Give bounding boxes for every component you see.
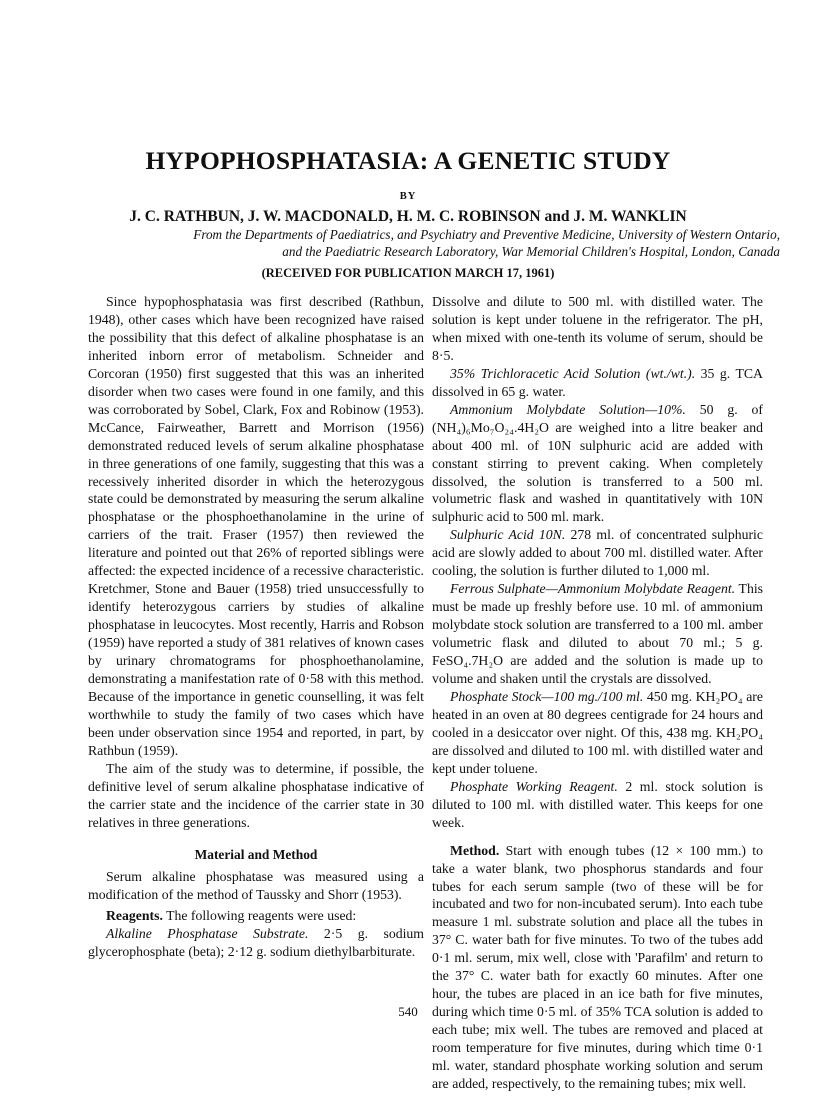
- method-paragraph: [432, 842, 763, 1093]
- working-paragraph: [432, 778, 763, 832]
- byline-label: BY: [399, 191, 417, 202]
- reagents-paragraph: [88, 907, 424, 925]
- substrate-label: Alkaline Phosphatase Substrate.: [106, 926, 309, 942]
- tca-text: 35 g. TCA dissolved in 65 g. water.: [432, 365, 763, 399]
- page-number: 540: [398, 1004, 418, 1019]
- molybdate-label: Ammonium Molybdate Solution—10%.: [450, 401, 686, 417]
- reagents-text: The following reagents were used:: [162, 908, 357, 924]
- right-column: [432, 293, 763, 1093]
- ferrous-label: Ferrous Sulphate—Ammonium Molybdate Reagent.: [450, 581, 736, 597]
- working-text: 2 ml. stock solution is diluted to 100 ml. with distilled water. This keeps for one week.: [432, 778, 763, 830]
- section-heading-material-method: Material and Method: [194, 846, 318, 862]
- ferrous-paragraph: [432, 580, 763, 688]
- stock-text: 450 mg. KH₂PO₄ are heated in an oven at 80 degrees centigrade for 24 hours and cooled in a desiccator over night. Of this, 438 mg. KH₂PO₄ are dissolved and diluted to 100 ml. with distilled water and kept under toluene.: [432, 688, 763, 776]
- tca-paragraph: [432, 365, 763, 401]
- serum-method-paragraph: Serum alkaline phosphatase was measured using a modification of the method of Taussky and Shorr (1953).: [88, 868, 424, 902]
- molybdate-text: 50 g. of (NH₄)₆Mo₇O₂₄.4H₂O are weighed into a litre beaker and about 400 ml. of 10N sulphuric acid are added with constant stirring to prevent caking. When completely dissolved, the solution is transferred to a 500 ml. volumetric flask and washed in quantitatively with 10N sulphuric acid to 500 ml. mark.: [432, 401, 763, 525]
- substrate-text: 2·5 g. sodium glycerophosphate (beta); 2·12 g. sodium diethylbarbiturate.: [88, 926, 424, 960]
- method-text: Start with enough tubes (12 × 100 mm.) to take a water blank, two phosphorus standards and four tubes for each serum sample (two of these will be for incubated and two for non-incubated serum). Into each tube measure 1 ml. substrate solution and place all the tubes in 37° C. water bath for five minutes. To two of the tubes add 0·1 ml. serum, mix well, close with 'Parafilm' and return to the 37° C. water bath for exactly 60 minutes. After one hour, the tubes are placed in an ice bath for five minutes, during which time 0·5 ml. of 35% TCA solution is added to each tube; mix well. The tubes are removed and placed at room temperature for five minutes, during which time 0·1 ml. water, standard phosphate working solution and serum are added, respectively, to the remaining tubes; mix well.: [432, 842, 763, 1091]
- received-date: (RECEIVED FOR PUBLICATION MARCH 17, 1961): [261, 266, 555, 280]
- reagents-label: Reagents.: [106, 908, 163, 924]
- stock-label: Phosphate Stock—100 mg./100 ml.: [450, 688, 644, 704]
- working-label: Phosphate Working Reagent.: [450, 778, 618, 794]
- dissolve-paragraph: Dissolve and dilute to 500 ml. with distilled water. The solution is kept under toluene in the refrigerator. The pH, when mixed with one-tenth its volume of serum, should be 8·5.: [432, 294, 763, 363]
- article-title: HYPOPHOSPHATASIA: A GENETIC STUDY: [145, 146, 671, 175]
- sulphuric-text: 278 ml. of concentrated sulphuric acid are slowly added to about 700 ml. distilled water. After cooling, the solution is further diluted to 1,000 ml.: [432, 527, 763, 579]
- molybdate-paragraph: [432, 401, 763, 527]
- stock-paragraph: [432, 688, 763, 778]
- sulphuric-label: Sulphuric Acid 10N.: [450, 527, 566, 543]
- intro-paragraph: Since hypophosphatasia was first described (Rathbun, 1948), other cases which have been recognized have raised the possibility that this defect of alkaline phosphatase is an inherited inborn error of metabolism. Schneider and Corcoran (1950) first suggested that this was an inherited disorder when two cases were found in one family, and this was corroborated by Sobel, Clark, Fox and Robinow (1953). McCance, Fairweather, Barrett and Morrison (1956) demonstrated reduced levels of serum alkaline phosphatase in three generations of one family, suggesting that this was a recessively inherited disorder in which the heterozygous state could be demonstrated by measuring the serum alkaline phosphatase or the phosphoethanolamine in the urine of carriers of the trait. Fraser (1957) then reviewed the literature and pointed out that 26% of reported siblings were affected: the expected incidence of a recessive characteristic. Kretchmer, Stone and Bauer (1958) tried unsuccessfully to identify heterozygous carriers by studies of alkaline phosphatase in leucocytes. Most recently, Harris and Robson (1959) have reported a study of 381 relatives of known cases by urinary chromatograms for phosphoethanolamine, demonstrating a manifestation rate of 0·58 with this method. Because of the importance in genetic counselling, it was felt worthwhile to study the family of two cases which have been under observation since 1954 and reported, in part, by Rathbun (1959).: [88, 294, 424, 758]
- affiliation-line-1: From the Departments of Paediatrics, and Psychiatry and Preventive Medicine, University of Western Ontario,: [193, 227, 780, 242]
- affiliation-line-2: and the Paediatric Research Laboratory, War Memorial Children's Hospital, London, Canada: [282, 243, 780, 259]
- affiliation: [40, 227, 780, 260]
- author-list: J. C. RATHBUN, J. W. MACDONALD, H. M. C. ROBINSON and J. M. WANKLIN: [129, 208, 687, 225]
- aim-paragraph: The aim of the study was to determine, if possible, the definitive level of serum alkaline phosphatase indicative of the carrier state and the incidence of the carrier state in 30 relatives in three generations.: [88, 760, 424, 830]
- method-label: Method.: [450, 842, 500, 858]
- substrate-paragraph: [88, 925, 424, 961]
- sulphuric-paragraph: [432, 526, 763, 580]
- left-column: [88, 293, 424, 961]
- tca-label: 35% Trichloracetic Acid Solution (wt./wt.).: [450, 365, 696, 381]
- ferrous-text: This must be made up freshly before use. 10 ml. of ammonium molybdate stock solution are transferred to a 100 ml. amber volumetric flask and diluted to about 70 ml.; 5 g. FeSO₄.7H₂O are added and the solution is made up to volume and shaken until the crystals are dissolved.: [432, 581, 764, 687]
